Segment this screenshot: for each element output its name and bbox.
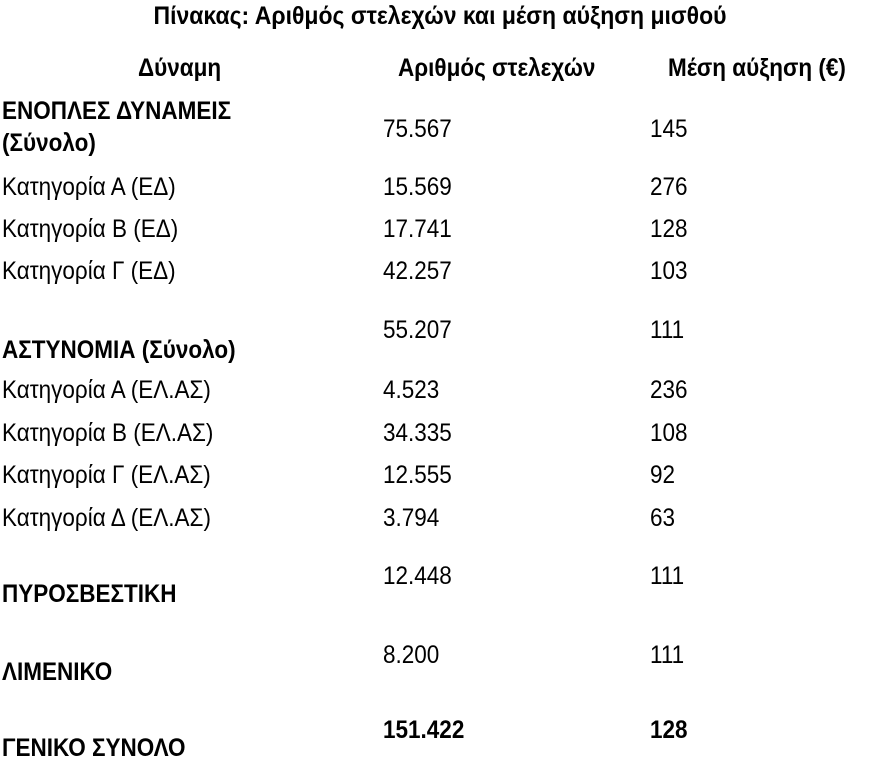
header-raise: Μέση αύξηση (€)	[668, 54, 846, 82]
row-raise: 236	[650, 376, 688, 404]
row-label: Κατηγορία Α (ΕΔ)	[2, 173, 176, 201]
row-raise: 108	[650, 419, 688, 447]
row-personnel: 15.569	[383, 173, 452, 201]
row-raise: 103	[650, 257, 688, 285]
header-personnel: Αριθμός στελεχών	[398, 54, 596, 82]
row-label: Κατηγορία Β (ΕΔ)	[2, 215, 179, 243]
row-raise: 63	[650, 504, 676, 532]
row-label: Κατηγορία Α (ΕΛ.ΑΣ)	[2, 376, 211, 404]
row-raise: 128	[650, 716, 688, 744]
row-personnel: 75.567	[383, 115, 452, 143]
row-label: ΓΕΝΙΚΟ ΣΥΝΟΛΟ	[2, 734, 186, 762]
row-raise: 145	[650, 115, 688, 143]
row-label: ΑΣΤΥΝΟΜΙΑ (Σύνολο)	[2, 336, 236, 364]
row-personnel: 151.422	[383, 716, 465, 744]
row-personnel: 55.207	[383, 316, 452, 344]
table-title: Πίνακας: Αριθμός στελεχών και μέση αύξηση μισθού	[153, 2, 727, 30]
row-raise: 111	[650, 641, 685, 669]
row-personnel: 12.448	[383, 562, 452, 590]
row-raise: 92	[650, 461, 676, 489]
row-personnel: 34.335	[383, 419, 452, 447]
row-label: ΛΙΜΕΝΙΚΟ	[2, 658, 113, 686]
row-label: Κατηγορία Δ (ΕΛ.ΑΣ)	[2, 504, 211, 532]
row-raise: 128	[650, 215, 688, 243]
row-label: ΕΝΟΠΛΕΣ ΔΥΝΑΜΕΙΣ (Σύνολο)	[2, 97, 232, 157]
row-personnel: 3.794	[383, 504, 440, 532]
row-raise: 111	[650, 562, 685, 590]
row-raise: 111	[650, 316, 685, 344]
row-personnel: 8.200	[383, 641, 440, 669]
row-label: Κατηγορία Γ (ΕΛ.ΑΣ)	[2, 461, 211, 489]
row-personnel: 12.555	[383, 461, 452, 489]
row-personnel: 4.523	[383, 376, 440, 404]
row-personnel: 17.741	[383, 215, 452, 243]
row-raise: 276	[650, 173, 688, 201]
row-personnel: 42.257	[383, 257, 452, 285]
row-label: ΠΥΡΟΣΒΕΣΤΙΚΗ	[2, 580, 177, 608]
row-label: Κατηγορία Β (ΕΛ.ΑΣ)	[2, 419, 214, 447]
row-label: Κατηγορία Γ (ΕΔ)	[2, 257, 176, 285]
header-force: Δύναμη	[138, 54, 222, 82]
